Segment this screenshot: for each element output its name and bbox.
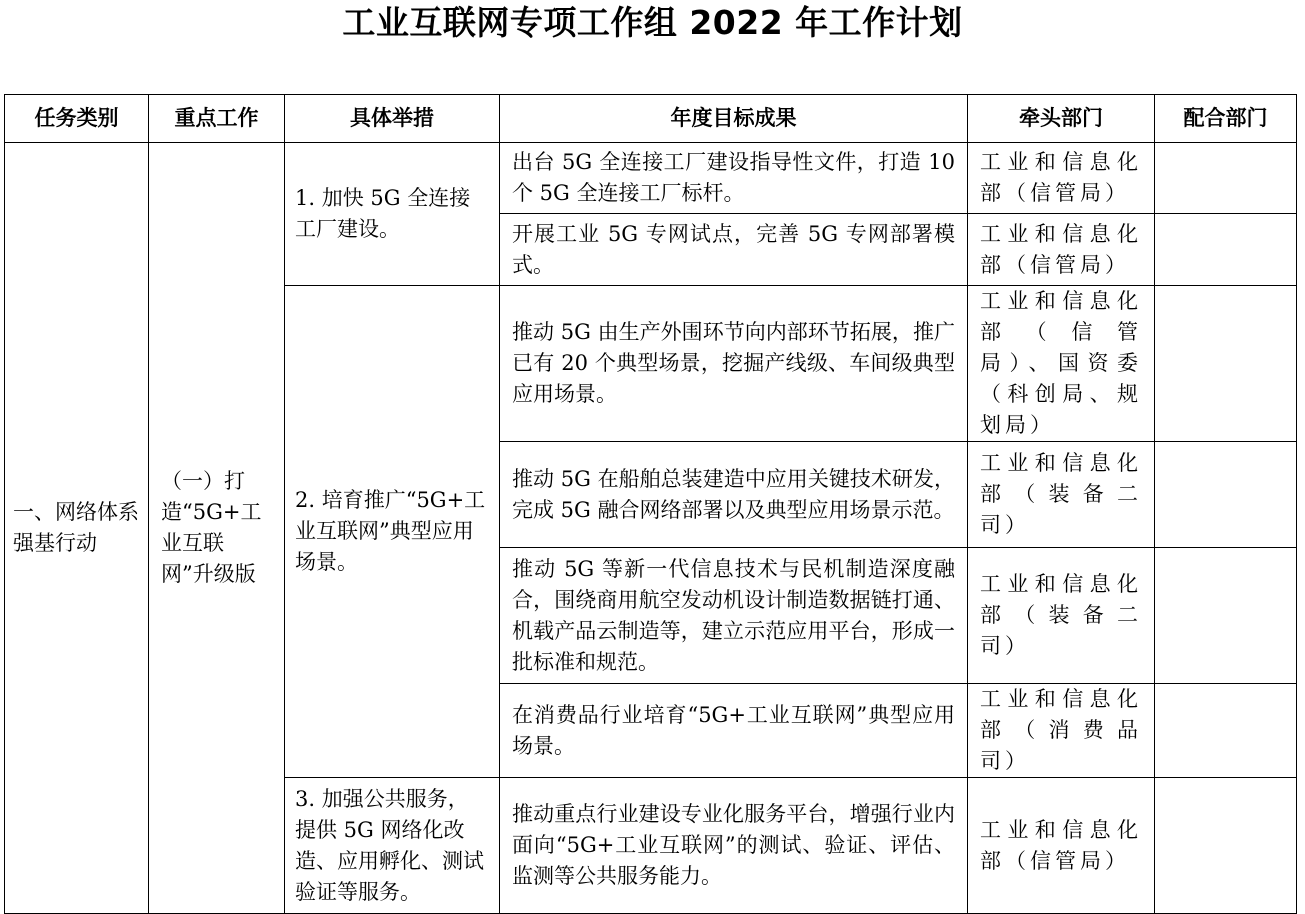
measure-cell: 2. 培育推广“5G+工业互联网”典型应用场景。 <box>285 286 500 778</box>
header-annual-goals: 年度目标成果 <box>500 95 968 143</box>
measure-cell: 3. 加强公共服务，提供 5G 网络化改造、应用孵化、测试验证等服务。 <box>285 778 500 914</box>
lead-department-cell: 工业和信息化部（信管局） <box>968 143 1155 214</box>
goal-cell: 推动 5G 等新一代信息技术与民机制造深度融合，围绕商用航空发动机设计制造数据链打通、机载产品云制造等，建立示范应用平台，形成一批标准和规范。 <box>500 548 968 684</box>
header-measures: 具体举措 <box>285 95 500 143</box>
lead-department-cell: 工业和信息化部（信管局） <box>968 778 1155 914</box>
page-title: 工业互联网专项工作组 2022 年工作计划 <box>342 3 963 42</box>
header-key-work: 重点工作 <box>149 95 285 143</box>
goal-cell: 出台 5G 全连接工厂建设指导性文件，打造 10 个 5G 全连接工厂标杆。 <box>500 143 968 214</box>
header-category: 任务类别 <box>5 95 149 143</box>
support-department-cell <box>1155 684 1297 778</box>
support-department-cell <box>1155 286 1297 442</box>
measure-cell: 1. 加快 5G 全连接工厂建设。 <box>285 143 500 286</box>
table-row <box>5 143 1297 214</box>
goal-cell: 推动 5G 在船舶总装建造中应用关键技术研发，完成 5G 融合网络部署以及典型应用场景示范。 <box>500 442 968 548</box>
goal-cell: 推动 5G 由生产外围环节向内部环节拓展，推广已有 20 个典型场景，挖掘产线级、车间级典型应用场景。 <box>500 286 968 442</box>
header-lead-department: 牵头部门 <box>968 95 1155 143</box>
key-work-cell: （一）打造“5G+工业互联网”升级版 <box>149 143 285 914</box>
lead-department-cell: 工业和信息化部（消费品司） <box>968 684 1155 778</box>
header-support-department: 配合部门 <box>1155 95 1297 143</box>
support-department-cell <box>1155 214 1297 286</box>
lead-department-cell: 工业和信息化部（装备二司） <box>968 548 1155 684</box>
task-category-cell: 一、网络体系强基行动 <box>5 143 149 914</box>
support-department-cell <box>1155 442 1297 548</box>
goal-cell: 在消费品行业培育“5G+工业互联网”典型应用场景。 <box>500 684 968 778</box>
table-header-row <box>5 95 1297 143</box>
support-department-cell <box>1155 143 1297 214</box>
goal-cell: 推动重点行业建设专业化服务平台，增强行业内面向“5G+工业互联网”的测试、验证、评估、监测等公共服务能力。 <box>500 778 968 914</box>
work-plan-table <box>4 94 1297 914</box>
lead-department-cell: 工业和信息化部（信管局）、国资委（科创局、规划局） <box>968 286 1155 442</box>
support-department-cell <box>1155 778 1297 914</box>
lead-department-cell: 工业和信息化部（装备二司） <box>968 442 1155 548</box>
support-department-cell <box>1155 548 1297 684</box>
goal-cell: 开展工业 5G 专网试点，完善 5G 专网部署模式。 <box>500 214 968 286</box>
lead-department-cell: 工业和信息化部（信管局） <box>968 214 1155 286</box>
